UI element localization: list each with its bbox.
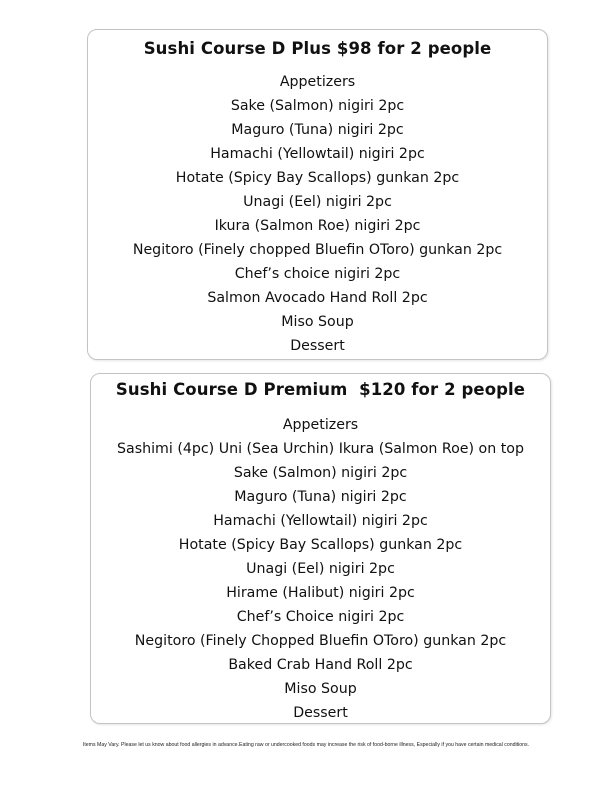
menu-item: Salmon Avocado Hand Roll 2pc	[207, 290, 428, 306]
menu-item: Dessert	[293, 705, 348, 721]
menu-item: Hamachi (Yellowtail) nigiri 2pc	[210, 146, 425, 162]
menu-item: Ikura (Salmon Roe) nigiri 2pc	[214, 218, 421, 234]
menu-item: Appetizers	[279, 74, 356, 90]
course-item-list	[91, 413, 550, 725]
course-title: Sushi Course D Premium $120 for 2 people	[115, 380, 526, 399]
menu-item: Appetizers	[282, 417, 359, 433]
course-title: Sushi Course D Plus $98 for 2 people	[143, 39, 492, 58]
menu-item: Negitoro (Finely chopped Bluefin OToro) gunkan 2pc	[132, 242, 503, 258]
menu-item: Chef’s Choice nigiri 2pc	[236, 609, 405, 625]
course-d-plus-card	[87, 29, 548, 360]
menu-item: Chef’s choice nigiri 2pc	[234, 266, 401, 282]
menu-item: Unagi (Eel) nigiri 2pc	[243, 194, 392, 210]
allergy-disclaimer: Items May Vary. Please let us know about food allergies in advance.Eating raw or undercooked foods may increase the risk of food-borne illness, Especially if you have certain medical conditions.	[82, 742, 530, 749]
menu-item: Miso Soup	[281, 314, 354, 330]
menu-item: Hamachi (Yellowtail) nigiri 2pc	[213, 513, 428, 529]
menu-item: Hotate (Spicy Bay Scallops) gunkan 2pc	[178, 537, 463, 553]
course-d-premium-card	[90, 373, 551, 724]
menu-item: Hotate (Spicy Bay Scallops) gunkan 2pc	[175, 170, 460, 186]
menu-item: Negitoro (Finely Chopped Bluefin OToro) gunkan 2pc	[134, 633, 507, 649]
menu-item: Hirame (Halibut) nigiri 2pc	[226, 585, 415, 601]
menu-item: Baked Crab Hand Roll 2pc	[228, 657, 413, 673]
menu-item: Sake (Salmon) nigiri 2pc	[230, 98, 405, 114]
menu-item: Unagi (Eel) nigiri 2pc	[246, 561, 395, 577]
menu-item: Maguro (Tuna) nigiri 2pc	[231, 122, 404, 138]
course-item-list	[88, 70, 547, 358]
menu-item: Maguro (Tuna) nigiri 2pc	[234, 489, 407, 505]
menu-item: Sake (Salmon) nigiri 2pc	[233, 465, 408, 481]
menu-item: Sashimi (4pc) Uni (Sea Urchin) Ikura (Salmon Roe) on top	[117, 441, 524, 457]
menu-item: Dessert	[290, 338, 345, 354]
menu-item: Miso Soup	[284, 681, 357, 697]
